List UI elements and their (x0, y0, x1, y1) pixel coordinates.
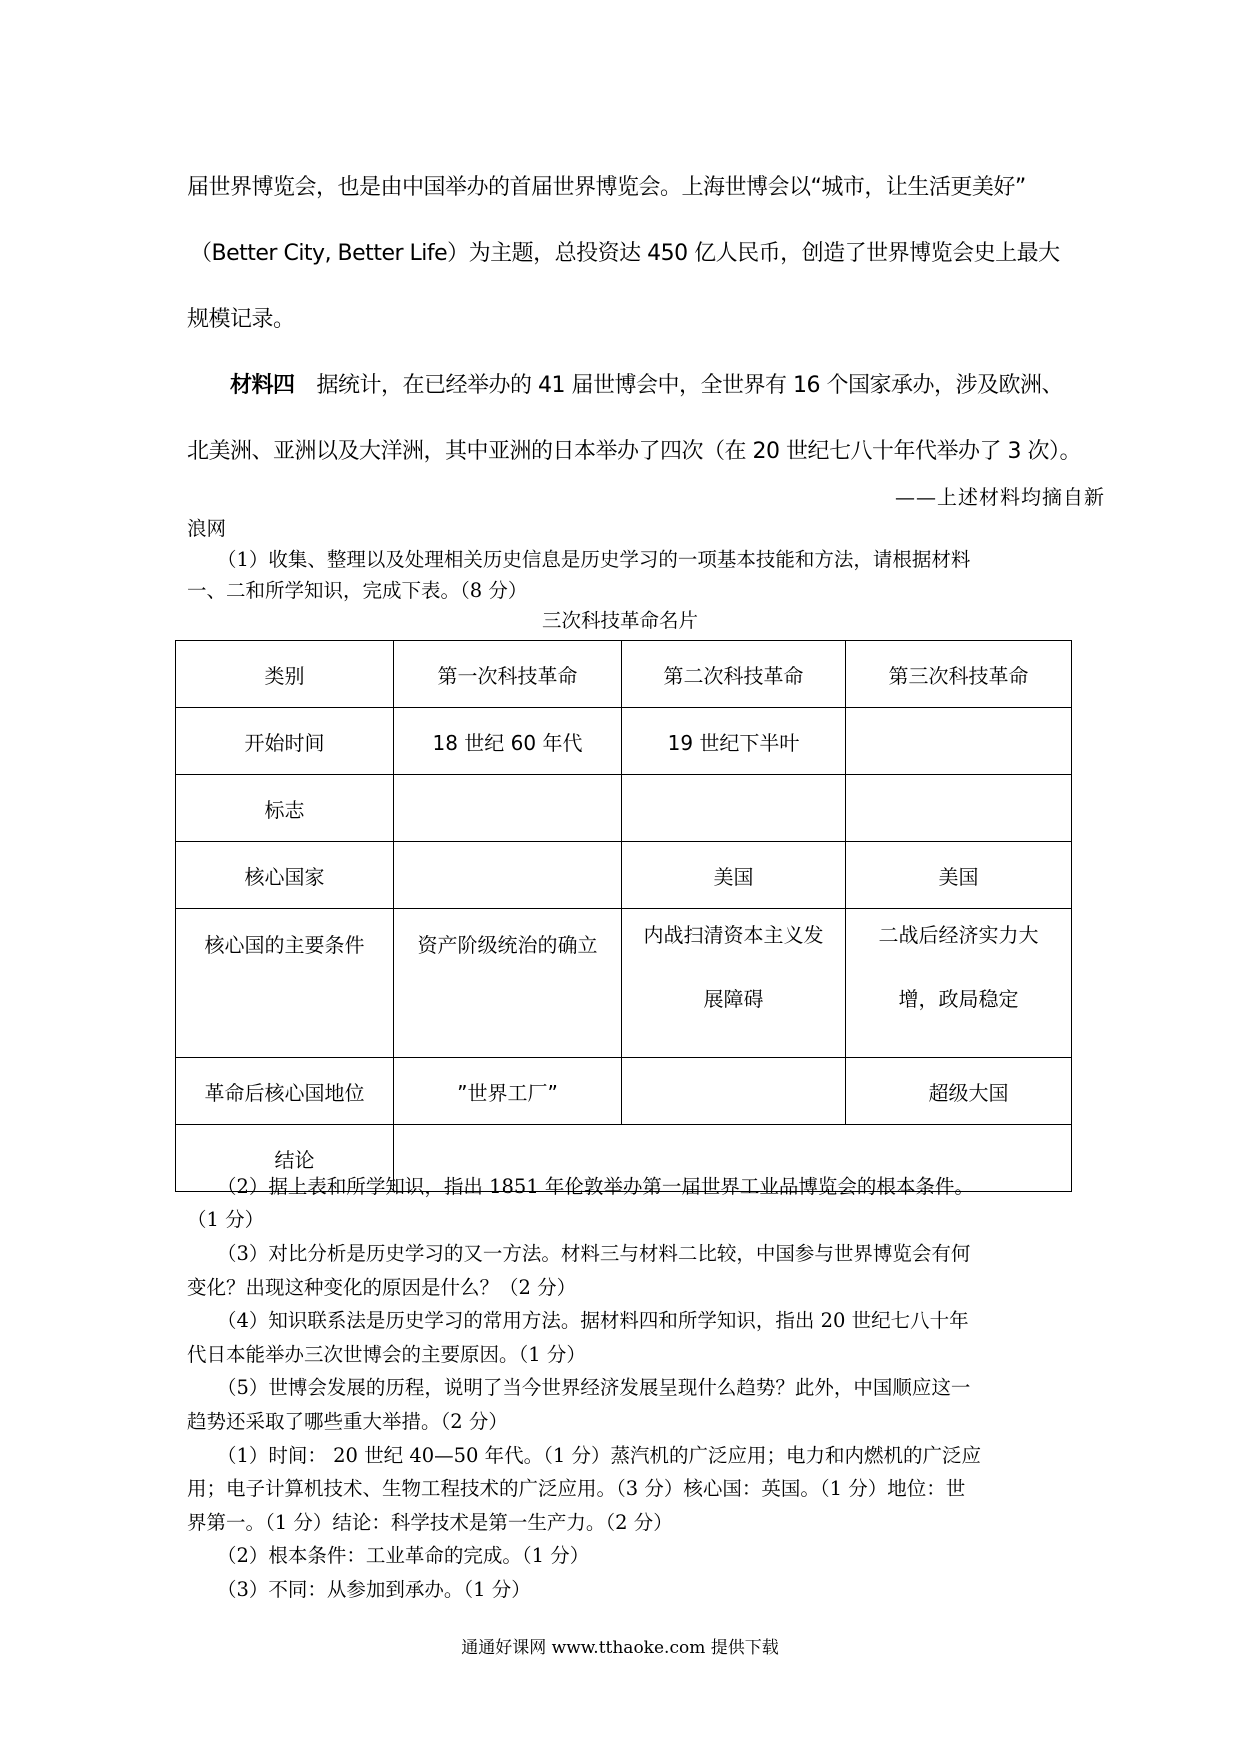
revolution-table (175, 640, 1072, 1192)
question-line: （2）据上表和所学知识，指出 1851 年伦敦举办第一届世界工业品博览会的根本条件。 (217, 1175, 974, 1198)
cell-line: 增，政局稳定 (898, 987, 1019, 1011)
question-line: 变化？出现这种变化的原因是什么？（2 分） (187, 1276, 577, 1299)
table-cell (846, 909, 1072, 1058)
table-row (176, 708, 1072, 775)
table-cell (622, 1058, 846, 1125)
header-cell: 第一次科技革命 (394, 641, 622, 708)
source-note-cont: 浪网 (187, 517, 227, 540)
question-1-line-2: 一、二和所学知识，完成下表。（8 分） (187, 579, 528, 602)
table-cell: 结论 (176, 1125, 394, 1192)
table-cell: 18 世纪 60 年代 (394, 708, 622, 775)
table-cell: 革命后核心国地位 (176, 1058, 394, 1125)
table-cell: 标志 (176, 775, 394, 842)
question-line: 趋势还采取了哪些重大举措。（2 分） (187, 1410, 508, 1433)
cell-line: 内战扫清资本主义发 (643, 923, 824, 947)
header-cell: 类别 (176, 641, 394, 708)
body-line-1: 届世界博览会，也是由中国举办的首届世界博览会。上海世博会以“城市，让生活更美好” (187, 175, 1026, 200)
question-line: （3）对比分析是历史学习的又一方法。材料三与材料二比较，中国参与世界博览会有何 (217, 1242, 971, 1265)
table-cell: 资产阶级统治的确立 (394, 909, 622, 1058)
material4-text-1: 据统计，在已经举办的 41 届世博会中，全世界有 16 个国家承办，涉及欧洲、 (316, 373, 1063, 398)
question-1-line-1: （1）收集、整理以及处理相关历史信息是历史学习的一项基本技能和方法，请根据材料 (217, 548, 971, 571)
answer-line: 用；电子计算机技术、生物工程技术的广泛应用。（3 分）核心国：英国。（1 分）地位：世 (187, 1477, 966, 1500)
table-cell (394, 775, 622, 842)
table-cell: 核心国的主要条件 (176, 909, 394, 1058)
cell-line: 二战后经济实力大 (878, 923, 1039, 947)
material4-line-2: 北美洲、亚洲以及大洋洲，其中亚洲的日本举办了四次（在 20 世纪七八十年代举办了 3 次）。 (187, 439, 1081, 464)
table-row (176, 909, 1072, 1058)
source-note: ——上述材料均摘自新 (895, 485, 1105, 509)
answer-line: （2）根本条件：工业革命的完成。（1 分） (217, 1544, 590, 1567)
table-cell (622, 909, 846, 1058)
table-cell: 开始时间 (176, 708, 394, 775)
cell-line: 展障碍 (703, 987, 764, 1011)
header-cell: 第三次科技革命 (846, 641, 1072, 708)
question-line: （5）世博会发展的历程，说明了当今世界经济发展呈现什么趋势？此外，中国顺应这一 (217, 1376, 971, 1399)
table-cell (846, 708, 1072, 775)
table-cell (622, 775, 846, 842)
table-cell: 美国 (846, 842, 1072, 909)
table-cell: ”世界工厂” (394, 1058, 622, 1125)
answer-line: （1）时间： 20 世纪 40—50 年代。（1 分）蒸汽机的广泛应用；电力和内燃机的广泛应 (217, 1444, 981, 1467)
table-row (176, 842, 1072, 909)
answer-line: （3）不同：从参加到承办。（1 分） (217, 1578, 531, 1601)
question-line: 代日本能举办三次世博会的主要原因。（1 分） (187, 1343, 586, 1366)
table-cell: 核心国家 (176, 842, 394, 909)
header-cell: 第二次科技革命 (622, 641, 846, 708)
material4-label: 材料四 (230, 373, 295, 398)
table-cell (394, 842, 622, 909)
material4-line-1 (230, 368, 1100, 399)
question-line: （4）知识联系法是历史学习的常用方法。据材料四和所学知识，指出 20 世纪七八十年 (217, 1309, 969, 1332)
table-row (176, 1058, 1072, 1125)
table-cell (846, 775, 1072, 842)
table-header-row (176, 641, 1072, 708)
page-footer: 通通好课网 www.tthaoke.com 提供下载 (461, 1638, 779, 1658)
body-line-2: （Better City, Better Life）为主题，总投资达 450 亿人民币，创造了世界博览会史上最大 (190, 241, 1060, 266)
table-cell: 19 世纪下半叶 (622, 708, 846, 775)
table-row (176, 775, 1072, 842)
question-line: （1 分） (187, 1208, 265, 1231)
table-cell: 超级大国 (846, 1058, 1072, 1125)
body-line-3: 规模记录。 (187, 307, 295, 332)
table-cell: 美国 (622, 842, 846, 909)
table-caption: 三次科技革命名片 (541, 609, 698, 632)
answer-line: 界第一。（1 分）结论：科学技术是第一生产力。（2 分） (187, 1511, 673, 1534)
